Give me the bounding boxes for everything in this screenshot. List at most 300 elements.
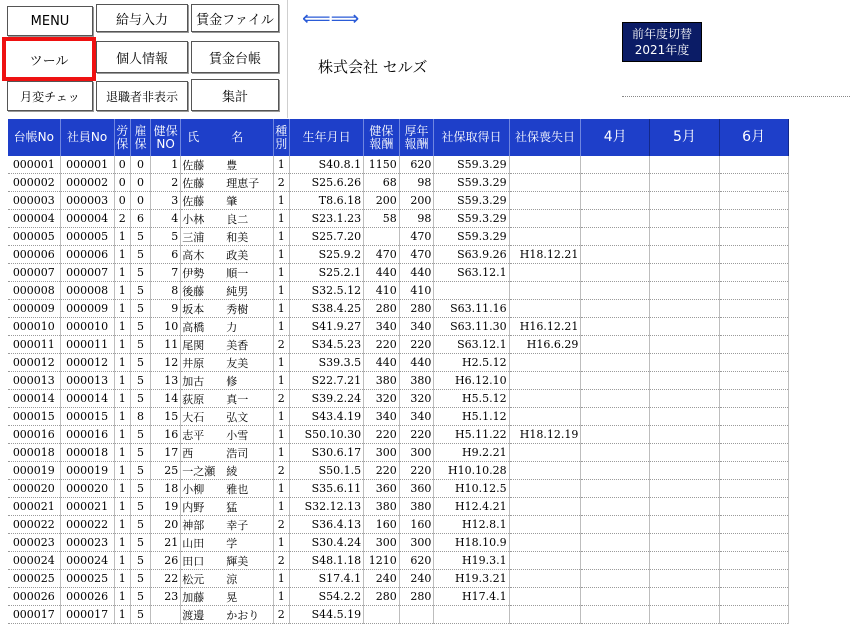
kenpo-hoshu-cell[interactable]: 380: [364, 498, 400, 516]
may-cell[interactable]: [650, 156, 720, 174]
may-cell[interactable]: [650, 174, 720, 192]
may-cell[interactable]: [650, 552, 720, 570]
kenpo-no-cell[interactable]: 13: [150, 372, 180, 390]
may-cell[interactable]: [650, 588, 720, 606]
name-cell[interactable]: [181, 156, 273, 174]
name-cell[interactable]: [181, 246, 273, 264]
soshitsu-cell[interactable]: [509, 408, 581, 426]
rou-cell[interactable]: 1: [114, 426, 130, 444]
soshitsu-cell[interactable]: [509, 552, 581, 570]
table-row[interactable]: [8, 570, 854, 588]
may-cell[interactable]: [650, 210, 720, 228]
shutoku-cell[interactable]: S63.11.16: [434, 300, 509, 318]
kyuyo-input-button[interactable]: 給与入力: [96, 4, 188, 32]
kenpo-no-cell[interactable]: 22: [150, 570, 180, 588]
kenpo-no-cell[interactable]: 17: [150, 444, 180, 462]
june-cell[interactable]: [719, 282, 788, 300]
birth-cell[interactable]: S17.4.1: [290, 570, 364, 588]
kenpo-no-cell[interactable]: 2: [150, 174, 180, 192]
kenpo-no-cell[interactable]: 26: [150, 552, 180, 570]
may-cell[interactable]: [650, 606, 720, 624]
rou-cell[interactable]: 1: [114, 390, 130, 408]
seibetsu-cell[interactable]: 1: [273, 588, 289, 606]
seibetsu-cell[interactable]: 2: [273, 462, 289, 480]
soshitsu-cell[interactable]: [509, 300, 581, 318]
shukei-button[interactable]: 集計: [191, 79, 279, 111]
shain-no-cell[interactable]: 000008: [60, 282, 114, 300]
shain-no-cell[interactable]: 000014: [60, 390, 114, 408]
seibetsu-cell[interactable]: 1: [273, 498, 289, 516]
april-cell[interactable]: [581, 552, 650, 570]
april-cell[interactable]: [581, 156, 650, 174]
koyo-cell[interactable]: 8: [131, 408, 151, 426]
rou-cell[interactable]: 1: [114, 606, 130, 624]
soshitsu-cell[interactable]: [509, 516, 581, 534]
daicho-no-cell[interactable]: 000007: [8, 264, 60, 282]
june-cell[interactable]: [719, 174, 788, 192]
rou-cell[interactable]: 0: [114, 156, 130, 174]
kenpo-hoshu-cell[interactable]: 280: [364, 300, 400, 318]
birth-cell[interactable]: S38.4.25: [290, 300, 364, 318]
april-cell[interactable]: [581, 606, 650, 624]
table-row[interactable]: [8, 318, 854, 336]
table-row[interactable]: [8, 282, 854, 300]
kenpo-hoshu-cell[interactable]: 1210: [364, 552, 400, 570]
soshitsu-cell[interactable]: [509, 390, 581, 408]
kosei-hoshu-cell[interactable]: 98: [399, 210, 434, 228]
kosei-hoshu-cell[interactable]: 470: [399, 246, 434, 264]
shain-no-cell[interactable]: 000002: [60, 174, 114, 192]
soshitsu-cell[interactable]: [509, 372, 581, 390]
birth-cell[interactable]: S50.1.5: [290, 462, 364, 480]
soshitsu-cell[interactable]: H18.12.21: [509, 246, 581, 264]
soshitsu-cell[interactable]: [509, 192, 581, 210]
birth-cell[interactable]: S39.3.5: [290, 354, 364, 372]
name-cell[interactable]: [181, 480, 273, 498]
seibetsu-cell[interactable]: 2: [273, 516, 289, 534]
may-cell[interactable]: [650, 264, 720, 282]
table-row[interactable]: [8, 300, 854, 318]
table-row[interactable]: [8, 156, 854, 174]
shain-no-cell[interactable]: 000026: [60, 588, 114, 606]
kenpo-no-cell[interactable]: 18: [150, 480, 180, 498]
june-cell[interactable]: [719, 156, 788, 174]
june-cell[interactable]: [719, 444, 788, 462]
shutoku-cell[interactable]: [434, 606, 509, 624]
june-cell[interactable]: [719, 408, 788, 426]
rou-cell[interactable]: 1: [114, 444, 130, 462]
kosei-hoshu-cell[interactable]: 220: [399, 426, 434, 444]
kenpo-hoshu-cell[interactable]: 160: [364, 516, 400, 534]
kosei-hoshu-cell[interactable]: 410: [399, 282, 434, 300]
shain-no-cell[interactable]: 000023: [60, 534, 114, 552]
daicho-no-cell[interactable]: 000005: [8, 228, 60, 246]
rou-cell[interactable]: 1: [114, 228, 130, 246]
kenpo-no-cell[interactable]: 1: [150, 156, 180, 174]
shutoku-cell[interactable]: H18.10.9: [434, 534, 509, 552]
kosei-hoshu-cell[interactable]: 280: [399, 300, 434, 318]
kenpo-no-cell[interactable]: [150, 606, 180, 624]
table-row[interactable]: [8, 444, 854, 462]
kenpo-no-cell[interactable]: 9: [150, 300, 180, 318]
kosei-hoshu-cell[interactable]: 380: [399, 498, 434, 516]
table-row[interactable]: [8, 372, 854, 390]
april-cell[interactable]: [581, 246, 650, 264]
daicho-no-cell[interactable]: 000009: [8, 300, 60, 318]
kenpo-no-cell[interactable]: 8: [150, 282, 180, 300]
birth-cell[interactable]: S22.7.21: [290, 372, 364, 390]
june-cell[interactable]: [719, 246, 788, 264]
shutoku-cell[interactable]: H5.1.12: [434, 408, 509, 426]
table-row[interactable]: [8, 228, 854, 246]
table-row[interactable]: [8, 606, 854, 624]
april-cell[interactable]: [581, 498, 650, 516]
soshitsu-cell[interactable]: [509, 354, 581, 372]
koyo-cell[interactable]: 5: [131, 390, 151, 408]
kosei-hoshu-cell[interactable]: 470: [399, 228, 434, 246]
shutoku-cell[interactable]: S59.3.29: [434, 210, 509, 228]
seibetsu-cell[interactable]: 1: [273, 192, 289, 210]
birth-cell[interactable]: S23.1.23: [290, 210, 364, 228]
may-cell[interactable]: [650, 516, 720, 534]
april-cell[interactable]: [581, 588, 650, 606]
table-row[interactable]: [8, 210, 854, 228]
shutoku-cell[interactable]: S59.3.29: [434, 228, 509, 246]
koyo-cell[interactable]: 5: [131, 444, 151, 462]
birth-cell[interactable]: S30.6.17: [290, 444, 364, 462]
table-row[interactable]: [8, 174, 854, 192]
shain-no-cell[interactable]: 000003: [60, 192, 114, 210]
table-row[interactable]: [8, 408, 854, 426]
soshitsu-cell[interactable]: H16.12.21: [509, 318, 581, 336]
april-cell[interactable]: [581, 462, 650, 480]
rou-cell[interactable]: 0: [114, 192, 130, 210]
daicho-no-cell[interactable]: 000013: [8, 372, 60, 390]
koyo-cell[interactable]: 5: [131, 372, 151, 390]
soshitsu-cell[interactable]: [509, 282, 581, 300]
birth-cell[interactable]: S25.6.26: [290, 174, 364, 192]
koyo-cell[interactable]: 0: [131, 156, 151, 174]
kosei-hoshu-cell[interactable]: [399, 606, 434, 624]
kenpo-hoshu-cell[interactable]: 340: [364, 408, 400, 426]
getsuhen-check-button[interactable]: 月変チェッ: [7, 81, 93, 111]
koyo-cell[interactable]: 5: [131, 606, 151, 624]
may-cell[interactable]: [650, 354, 720, 372]
shutoku-cell[interactable]: H12.8.1: [434, 516, 509, 534]
name-cell[interactable]: [181, 426, 273, 444]
june-cell[interactable]: [719, 552, 788, 570]
koyo-cell[interactable]: 5: [131, 498, 151, 516]
april-cell[interactable]: [581, 516, 650, 534]
shain-no-cell[interactable]: 000009: [60, 300, 114, 318]
daicho-no-cell[interactable]: 000011: [8, 336, 60, 354]
kosei-hoshu-cell[interactable]: 240: [399, 570, 434, 588]
seibetsu-cell[interactable]: 1: [273, 372, 289, 390]
birth-cell[interactable]: S48.1.18: [290, 552, 364, 570]
kenpo-no-cell[interactable]: 10: [150, 318, 180, 336]
may-cell[interactable]: [650, 480, 720, 498]
kenpo-no-cell[interactable]: 23: [150, 588, 180, 606]
kosei-hoshu-cell[interactable]: 380: [399, 372, 434, 390]
daicho-no-cell[interactable]: 000021: [8, 498, 60, 516]
soshitsu-cell[interactable]: H16.6.29: [509, 336, 581, 354]
shutoku-cell[interactable]: H17.4.1: [434, 588, 509, 606]
shutoku-cell[interactable]: S63.12.1: [434, 264, 509, 282]
koyo-cell[interactable]: 5: [131, 246, 151, 264]
april-cell[interactable]: [581, 444, 650, 462]
name-cell[interactable]: [181, 336, 273, 354]
kenpo-no-cell[interactable]: 5: [150, 228, 180, 246]
koyo-cell[interactable]: 5: [131, 264, 151, 282]
birth-cell[interactable]: S41.9.27: [290, 318, 364, 336]
name-cell[interactable]: [181, 300, 273, 318]
koyo-cell[interactable]: 5: [131, 318, 151, 336]
seibetsu-cell[interactable]: 2: [273, 174, 289, 192]
koyo-cell[interactable]: 6: [131, 210, 151, 228]
birth-cell[interactable]: S50.10.30: [290, 426, 364, 444]
name-cell[interactable]: [181, 606, 273, 624]
may-cell[interactable]: [650, 570, 720, 588]
shain-no-cell[interactable]: 000012: [60, 354, 114, 372]
kenpo-hoshu-cell[interactable]: 320: [364, 390, 400, 408]
rou-cell[interactable]: 1: [114, 246, 130, 264]
table-row[interactable]: [8, 552, 854, 570]
shain-no-cell[interactable]: 000020: [60, 480, 114, 498]
name-cell[interactable]: [181, 354, 273, 372]
seibetsu-cell[interactable]: 2: [273, 552, 289, 570]
daicho-no-cell[interactable]: 000019: [8, 462, 60, 480]
table-row[interactable]: [8, 246, 854, 264]
kenpo-no-cell[interactable]: 19: [150, 498, 180, 516]
table-row[interactable]: [8, 354, 854, 372]
daicho-no-cell[interactable]: 000018: [8, 444, 60, 462]
april-cell[interactable]: [581, 282, 650, 300]
may-cell[interactable]: [650, 300, 720, 318]
koyo-cell[interactable]: 5: [131, 552, 151, 570]
shutoku-cell[interactable]: S63.12.1: [434, 336, 509, 354]
koyo-cell[interactable]: 0: [131, 192, 151, 210]
birth-cell[interactable]: T8.6.18: [290, 192, 364, 210]
birth-cell[interactable]: S35.6.11: [290, 480, 364, 498]
rou-cell[interactable]: 1: [114, 534, 130, 552]
kenpo-no-cell[interactable]: 7: [150, 264, 180, 282]
name-cell[interactable]: [181, 444, 273, 462]
birth-cell[interactable]: S40.8.1: [290, 156, 364, 174]
table-row[interactable]: [8, 534, 854, 552]
name-cell[interactable]: [181, 192, 273, 210]
may-cell[interactable]: [650, 390, 720, 408]
rou-cell[interactable]: 1: [114, 372, 130, 390]
april-cell[interactable]: [581, 570, 650, 588]
kenpo-hoshu-cell[interactable]: 300: [364, 534, 400, 552]
rou-cell[interactable]: 1: [114, 318, 130, 336]
shain-no-cell[interactable]: 000024: [60, 552, 114, 570]
daicho-no-cell[interactable]: 000001: [8, 156, 60, 174]
kenpo-hoshu-cell[interactable]: 220: [364, 426, 400, 444]
kenpo-no-cell[interactable]: 25: [150, 462, 180, 480]
kenpo-hoshu-cell[interactable]: 440: [364, 354, 400, 372]
shain-no-cell[interactable]: 000013: [60, 372, 114, 390]
kenpo-hoshu-cell[interactable]: 1150: [364, 156, 400, 174]
shain-no-cell[interactable]: 000007: [60, 264, 114, 282]
koyo-cell[interactable]: 5: [131, 426, 151, 444]
daicho-no-cell[interactable]: 000024: [8, 552, 60, 570]
rou-cell[interactable]: 0: [114, 174, 130, 192]
koyo-cell[interactable]: 5: [131, 462, 151, 480]
shutoku-cell[interactable]: H6.12.10: [434, 372, 509, 390]
table-row[interactable]: [8, 192, 854, 210]
rou-cell[interactable]: 2: [114, 210, 130, 228]
rou-cell[interactable]: 1: [114, 462, 130, 480]
name-cell[interactable]: [181, 318, 273, 336]
name-cell[interactable]: [181, 534, 273, 552]
shain-no-cell[interactable]: 000015: [60, 408, 114, 426]
soshitsu-cell[interactable]: [509, 498, 581, 516]
seibetsu-cell[interactable]: 2: [273, 390, 289, 408]
name-cell[interactable]: [181, 228, 273, 246]
kosei-hoshu-cell[interactable]: 220: [399, 462, 434, 480]
table-row[interactable]: [8, 390, 854, 408]
shutoku-cell[interactable]: S63.11.30: [434, 318, 509, 336]
seibetsu-cell[interactable]: 1: [273, 534, 289, 552]
chingin-daicho-button[interactable]: 賃金台帳: [191, 41, 279, 73]
name-cell[interactable]: [181, 372, 273, 390]
kenpo-hoshu-cell[interactable]: 68: [364, 174, 400, 192]
april-cell[interactable]: [581, 210, 650, 228]
may-cell[interactable]: [650, 408, 720, 426]
kenpo-hoshu-cell[interactable]: 240: [364, 570, 400, 588]
may-cell[interactable]: [650, 282, 720, 300]
koyo-cell[interactable]: 5: [131, 480, 151, 498]
koyo-cell[interactable]: 0: [131, 174, 151, 192]
may-cell[interactable]: [650, 372, 720, 390]
birth-cell[interactable]: S39.2.24: [290, 390, 364, 408]
shain-no-cell[interactable]: 000022: [60, 516, 114, 534]
koyo-cell[interactable]: 5: [131, 534, 151, 552]
name-cell[interactable]: [181, 390, 273, 408]
koyo-cell[interactable]: 5: [131, 354, 151, 372]
april-cell[interactable]: [581, 390, 650, 408]
name-cell[interactable]: [181, 570, 273, 588]
shutoku-cell[interactable]: H19.3.1: [434, 552, 509, 570]
soshitsu-cell[interactable]: [509, 462, 581, 480]
kenpo-no-cell[interactable]: 15: [150, 408, 180, 426]
kosei-hoshu-cell[interactable]: 98: [399, 174, 434, 192]
kosei-hoshu-cell[interactable]: 320: [399, 390, 434, 408]
soshitsu-cell[interactable]: [509, 588, 581, 606]
kenpo-hoshu-cell[interactable]: 440: [364, 264, 400, 282]
soshitsu-cell[interactable]: [509, 264, 581, 282]
name-cell[interactable]: [181, 408, 273, 426]
seibetsu-cell[interactable]: 1: [273, 300, 289, 318]
june-cell[interactable]: [719, 228, 788, 246]
shain-no-cell[interactable]: 000018: [60, 444, 114, 462]
april-cell[interactable]: [581, 354, 650, 372]
kosei-hoshu-cell[interactable]: 340: [399, 408, 434, 426]
table-row[interactable]: [8, 426, 854, 444]
kosei-hoshu-cell[interactable]: 300: [399, 534, 434, 552]
shain-no-cell[interactable]: 000004: [60, 210, 114, 228]
kenpo-hoshu-cell[interactable]: 410: [364, 282, 400, 300]
rou-cell[interactable]: 1: [114, 282, 130, 300]
table-row[interactable]: [8, 462, 854, 480]
kosei-hoshu-cell[interactable]: 620: [399, 552, 434, 570]
kojin-info-button[interactable]: 個人情報: [96, 41, 188, 73]
koyo-cell[interactable]: 5: [131, 516, 151, 534]
seibetsu-cell[interactable]: 1: [273, 246, 289, 264]
hide-retired-button[interactable]: 退職者非表示: [96, 81, 188, 111]
seibetsu-cell[interactable]: 2: [273, 336, 289, 354]
shain-no-cell[interactable]: 000006: [60, 246, 114, 264]
seibetsu-cell[interactable]: 1: [273, 354, 289, 372]
koyo-cell[interactable]: 5: [131, 588, 151, 606]
soshitsu-cell[interactable]: [509, 156, 581, 174]
kosei-hoshu-cell[interactable]: 220: [399, 336, 434, 354]
seibetsu-cell[interactable]: 1: [273, 570, 289, 588]
kenpo-hoshu-cell[interactable]: 280: [364, 588, 400, 606]
birth-cell[interactable]: S54.2.2: [290, 588, 364, 606]
kenpo-no-cell[interactable]: 20: [150, 516, 180, 534]
birth-cell[interactable]: S32.12.13: [290, 498, 364, 516]
kosei-hoshu-cell[interactable]: 300: [399, 444, 434, 462]
seibetsu-cell[interactable]: 2: [273, 606, 289, 624]
name-cell[interactable]: [181, 516, 273, 534]
seibetsu-cell[interactable]: 1: [273, 228, 289, 246]
koyo-cell[interactable]: 5: [131, 570, 151, 588]
kenpo-hoshu-cell[interactable]: 58: [364, 210, 400, 228]
june-cell[interactable]: [719, 516, 788, 534]
june-cell[interactable]: [719, 300, 788, 318]
april-cell[interactable]: [581, 534, 650, 552]
april-cell[interactable]: [581, 264, 650, 282]
table-row[interactable]: [8, 264, 854, 282]
kenpo-no-cell[interactable]: 11: [150, 336, 180, 354]
shain-no-cell[interactable]: 000019: [60, 462, 114, 480]
may-cell[interactable]: [650, 498, 720, 516]
may-cell[interactable]: [650, 534, 720, 552]
april-cell[interactable]: [581, 228, 650, 246]
birth-cell[interactable]: S32.5.12: [290, 282, 364, 300]
kenpo-no-cell[interactable]: 21: [150, 534, 180, 552]
daicho-no-cell[interactable]: 000025: [8, 570, 60, 588]
kosei-hoshu-cell[interactable]: 620: [399, 156, 434, 174]
birth-cell[interactable]: S30.4.24: [290, 534, 364, 552]
kenpo-hoshu-cell[interactable]: 470: [364, 246, 400, 264]
april-cell[interactable]: [581, 426, 650, 444]
seibetsu-cell[interactable]: 1: [273, 210, 289, 228]
shain-no-cell[interactable]: 000016: [60, 426, 114, 444]
kenpo-no-cell[interactable]: 6: [150, 246, 180, 264]
kosei-hoshu-cell[interactable]: 440: [399, 264, 434, 282]
shain-no-cell[interactable]: 000001: [60, 156, 114, 174]
june-cell[interactable]: [719, 264, 788, 282]
june-cell[interactable]: [719, 606, 788, 624]
kenpo-hoshu-cell[interactable]: [364, 228, 400, 246]
rou-cell[interactable]: 1: [114, 264, 130, 282]
birth-cell[interactable]: S44.5.19: [290, 606, 364, 624]
table-row[interactable]: [8, 480, 854, 498]
june-cell[interactable]: [719, 210, 788, 228]
kenpo-hoshu-cell[interactable]: 300: [364, 444, 400, 462]
table-row[interactable]: [8, 336, 854, 354]
june-cell[interactable]: [719, 588, 788, 606]
soshitsu-cell[interactable]: [509, 606, 581, 624]
soshitsu-cell[interactable]: [509, 444, 581, 462]
rou-cell[interactable]: 1: [114, 336, 130, 354]
april-cell[interactable]: [581, 174, 650, 192]
june-cell[interactable]: [719, 426, 788, 444]
daicho-no-cell[interactable]: 000022: [8, 516, 60, 534]
